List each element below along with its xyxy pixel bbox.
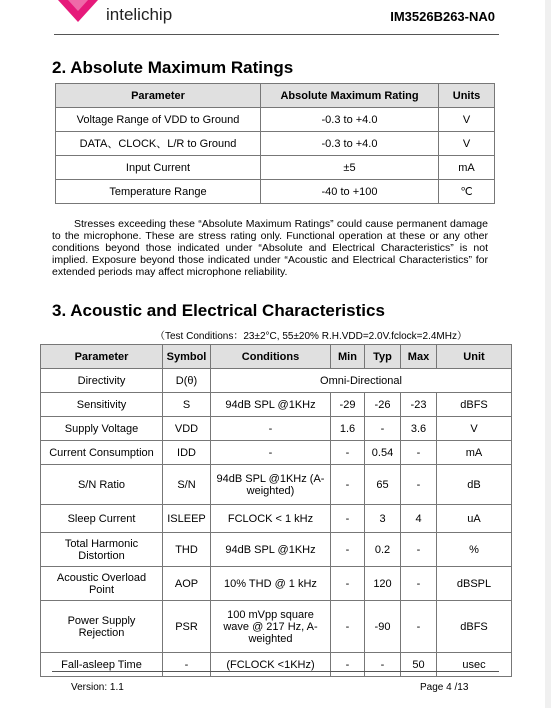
table-cell: -23: [401, 393, 437, 417]
table-row: [41, 505, 512, 533]
table-header-row: [41, 345, 512, 369]
footer-divider: [52, 671, 499, 672]
test-conditions: （Test Conditions：23±2°C, 55±20% R.H.VDD=2.0V.fclock=2.4MHz）: [155, 331, 467, 342]
table-cell: -0.3 to +4.0: [261, 132, 439, 156]
acoustic-electrical-table: [40, 344, 512, 677]
column-header: Max: [401, 345, 437, 369]
table-cell: 100 mVpp square wave @ 217 Hz, A-weighted: [211, 601, 331, 653]
table-cell: -: [211, 417, 331, 441]
column-header: Parameter: [56, 84, 261, 108]
table-cell: -90: [365, 601, 401, 653]
table-cell: -26: [365, 393, 401, 417]
table-cell: -: [401, 533, 437, 567]
table-cell: -: [331, 505, 365, 533]
table-cell: 3: [365, 505, 401, 533]
table-cell: Current Consumption: [41, 441, 163, 465]
table-cell: Omni-Directional: [211, 369, 512, 393]
table-cell: 65: [365, 465, 401, 505]
stress-note-paragraph: Stresses exceeding these “Absolute Maximum Ratings” could cause permanent damage to the microphone. These are stress rating only. Functional operation at these or any other conditions beyond those indicated under “Absolute and Electrical Characteristics” is not implied. Exposure beyond those indicated under “Acoustic and Electrical Characteristics” for extended periods may affect microphone reliability.: [52, 218, 488, 278]
column-header: Min: [331, 345, 365, 369]
section-2-title: 2. Absolute Maximum Ratings: [52, 58, 294, 77]
table-cell: VDD: [163, 417, 211, 441]
table-cell: THD: [163, 533, 211, 567]
table-cell: V: [439, 108, 495, 132]
page-number: Page 4 /13: [420, 682, 469, 693]
table-cell: 3.6: [401, 417, 437, 441]
table-cell: -: [331, 567, 365, 601]
table-cell: Sensitivity: [41, 393, 163, 417]
table-cell: -: [211, 441, 331, 465]
table-cell: D(θ): [163, 369, 211, 393]
table-cell: Acoustic Overload Point: [41, 567, 163, 601]
table-cell: Directivity: [41, 369, 163, 393]
table-cell: -: [331, 653, 365, 677]
table-cell: -: [331, 533, 365, 567]
table-cell: V: [437, 417, 512, 441]
table-cell: 94dB SPL @1KHz: [211, 393, 331, 417]
table-cell: V: [439, 132, 495, 156]
table-cell: Fall-asleep Time: [41, 653, 163, 677]
column-header: Absolute Maximum Rating: [261, 84, 439, 108]
table-row: [41, 441, 512, 465]
table-cell: -: [365, 417, 401, 441]
table-cell: 94dB SPL @1KHz (A-weighted): [211, 465, 331, 505]
column-header: Symbol: [163, 345, 211, 369]
table-cell: uA: [437, 505, 512, 533]
table-cell: Power Supply Rejection: [41, 601, 163, 653]
table-cell: 120: [365, 567, 401, 601]
brand-name: intelichip: [106, 5, 173, 24]
table-cell: Voltage Range of VDD to Ground: [56, 108, 261, 132]
table-cell: IDD: [163, 441, 211, 465]
table-cell: -: [365, 653, 401, 677]
table-cell: -: [163, 653, 211, 677]
table-row: [41, 567, 512, 601]
column-header: Unit: [437, 345, 512, 369]
table-cell: -: [331, 465, 365, 505]
table-cell: Sleep Current: [41, 505, 163, 533]
table-row: [41, 393, 512, 417]
table-cell: ±5: [261, 156, 439, 180]
table-cell: -: [401, 601, 437, 653]
table-cell: FCLOCK < 1 kHz: [211, 505, 331, 533]
table-cell: -: [401, 441, 437, 465]
table-row: [41, 601, 512, 653]
table-cell: -: [331, 601, 365, 653]
table-cell: S: [163, 393, 211, 417]
table-cell: usec: [437, 653, 512, 677]
table-cell: S/N: [163, 465, 211, 505]
scrollbar[interactable]: [545, 0, 551, 708]
company-logo: [58, 0, 98, 24]
table-row: [41, 465, 512, 505]
table-cell: ISLEEP: [163, 505, 211, 533]
table-cell: dBSPL: [437, 567, 512, 601]
column-header: Units: [439, 84, 495, 108]
column-header: Conditions: [211, 345, 331, 369]
table-cell: mA: [439, 156, 495, 180]
table-cell: %: [437, 533, 512, 567]
header-divider: [54, 34, 499, 35]
table-cell: Total Harmonic Distortion: [41, 533, 163, 567]
table-cell: Input Current: [56, 156, 261, 180]
table-row: [41, 417, 512, 441]
table-cell: mA: [437, 441, 512, 465]
table-cell: S/N Ratio: [41, 465, 163, 505]
column-header: Typ: [365, 345, 401, 369]
table-row: [56, 132, 495, 156]
table-row: [41, 653, 512, 677]
table-cell: dBFS: [437, 601, 512, 653]
table-cell: AOP: [163, 567, 211, 601]
table-cell: -29: [331, 393, 365, 417]
table-cell: ℃: [439, 180, 495, 204]
table-header-row: [56, 84, 495, 108]
version-label: Version: 1.1: [71, 682, 124, 693]
table-cell: -40 to +100: [261, 180, 439, 204]
table-cell: 0.2: [365, 533, 401, 567]
column-header: Parameter: [41, 345, 163, 369]
table-cell: Temperature Range: [56, 180, 261, 204]
table-cell: 10% THD @ 1 kHz: [211, 567, 331, 601]
table-cell: (FCLOCK <1KHz): [211, 653, 331, 677]
table-row: [56, 156, 495, 180]
table-cell: -: [331, 441, 365, 465]
table-cell: Supply Voltage: [41, 417, 163, 441]
table-row: [56, 180, 495, 204]
table-cell: -0.3 to +4.0: [261, 108, 439, 132]
table-cell: -: [401, 465, 437, 505]
table-cell: 0.54: [365, 441, 401, 465]
document-id: IM3526B263-NA0: [390, 9, 495, 24]
table-row: [41, 533, 512, 567]
table-row: [56, 108, 495, 132]
table-cell: 1.6: [331, 417, 365, 441]
table-cell: PSR: [163, 601, 211, 653]
table-cell: -: [401, 567, 437, 601]
absolute-max-ratings-table: [55, 83, 495, 204]
table-cell: dB: [437, 465, 512, 505]
table-cell: 94dB SPL @1KHz: [211, 533, 331, 567]
table-cell: DATA、CLOCK、L/R to Ground: [56, 132, 261, 156]
table-row: [41, 369, 512, 393]
section-3-title: 3. Acoustic and Electrical Characteristics: [52, 301, 385, 320]
table-cell: 50: [401, 653, 437, 677]
table-cell: dBFS: [437, 393, 512, 417]
table-cell: 4: [401, 505, 437, 533]
